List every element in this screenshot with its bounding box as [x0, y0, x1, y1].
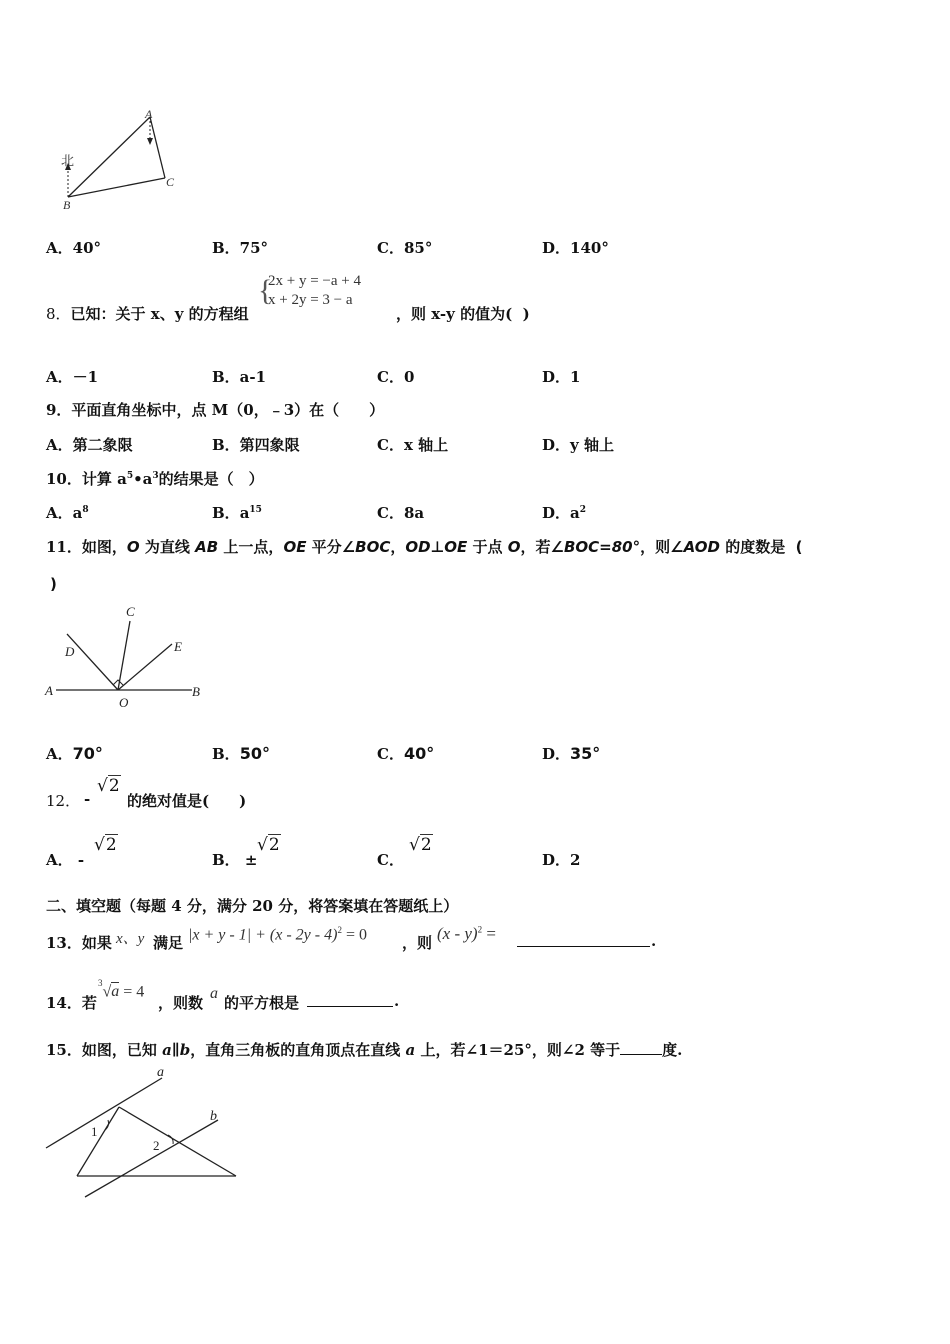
q8-option-c[interactable]: C．0 — [377, 368, 415, 386]
label-angle-2: 2 — [153, 1138, 160, 1153]
q15-stem: 15．如图，已知 a∥b，直角三角板的直角顶点在直线 a 上，若∠1＝25°，则∠2 等于 度. — [46, 1041, 683, 1059]
brace-icon: { — [258, 274, 273, 307]
q7-option-c[interactable]: C．85° — [377, 239, 433, 257]
q15-answer-blank[interactable] — [620, 1040, 662, 1055]
a-arrow-icon — [147, 138, 153, 145]
q13-condition: |x + y - 1| + (x - 2y - 4)$^2$ = 0 — [188, 925, 367, 944]
q13-text2: ，则 — [402, 934, 433, 952]
label-b: b — [210, 1109, 217, 1124]
q8-number: 8． — [46, 305, 71, 323]
q8-stem — [46, 303, 249, 324]
q8-eq1: 2x + y = −a + 4 — [268, 273, 361, 289]
q10-option-a[interactable]: A．$a^8$ — [46, 504, 89, 522]
q10-stem: 10．计算 $a^5•a^3$的结果是（ ） — [46, 470, 264, 488]
label-angle-1: 1 — [91, 1124, 98, 1139]
ray-oc — [118, 621, 130, 690]
q14-var: a — [210, 985, 218, 1002]
q9-option-a[interactable]: A．第二象限 — [46, 436, 133, 454]
label-c: C — [166, 175, 175, 189]
segment-ac — [150, 117, 165, 178]
label-b: B — [63, 198, 71, 212]
q10-option-b[interactable]: B．$a^{15}$ — [212, 504, 262, 522]
q11-figure — [40, 600, 220, 715]
q12-option-c-radical: √2 — [409, 835, 432, 855]
q14-text2: 的平方根是 — [224, 994, 300, 1012]
q12-text: 的绝对值是( ) — [127, 792, 247, 810]
q8-eq2: x + 2y = 3 − a — [268, 292, 353, 308]
label-a: A — [145, 107, 153, 121]
section-2-heading: 二、填空题（每题 4 分，满分 20 分，将答案填在答题纸上） — [46, 897, 459, 915]
q14-answer-blank[interactable] — [307, 992, 393, 1011]
q10-option-c[interactable]: C．8a — [377, 504, 425, 522]
q12-option-b-radical: √2 — [257, 835, 280, 855]
q11-close-paren: ) — [50, 575, 57, 593]
triangle-side-right — [119, 1107, 236, 1176]
label-d: D — [65, 644, 75, 659]
q9-stem: 9．平面直角坐标中，点 M（0，﹣3）在（ ） — [46, 401, 385, 419]
q12-option-b[interactable]: B． ± — [212, 851, 258, 869]
q7-figure — [50, 105, 190, 217]
q14-text: ，则数 — [158, 994, 204, 1012]
q9-option-c[interactable]: C．x 轴上 — [377, 436, 449, 454]
q8-option-b[interactable]: B．a-1 — [212, 368, 267, 386]
segment-ba — [68, 117, 150, 197]
q12-option-d[interactable]: D．2 — [542, 851, 581, 869]
q7-option-a[interactable]: A．40° — [46, 239, 102, 257]
q13-number: 13．如果 — [46, 934, 112, 952]
q12-option-c[interactable]: C． — [377, 851, 404, 869]
q12-option-a-radical: √2 — [94, 835, 117, 855]
ray-oe — [118, 644, 172, 690]
right-angle-mark — [113, 680, 123, 685]
q8-option-a[interactable]: A．－1 — [46, 368, 99, 386]
q9-option-b[interactable]: B．第四象限 — [212, 436, 300, 454]
q11-stem: 11．如图，O 为直线 AB 上一点，OE 平分∠BOC，OD⊥OE 于点 O，若∠BOC=80°，则∠AOD 的度数是 ( — [46, 538, 803, 556]
line-a — [46, 1078, 162, 1148]
ray-od — [67, 634, 118, 690]
q13-end: . — [651, 932, 657, 950]
q14-number: 14．若 — [46, 994, 97, 1012]
q13-answer-blank[interactable] — [517, 932, 650, 951]
label-b: B — [192, 684, 200, 699]
q9-option-d[interactable]: D．y 轴上 — [542, 436, 614, 454]
q13-expression: (x - y)$^2$ = — [437, 924, 496, 943]
label-a: a — [157, 1065, 164, 1080]
q14-end: . — [394, 992, 400, 1010]
q11-option-b[interactable]: B．50° — [212, 744, 270, 763]
q11-option-d[interactable]: D．35° — [542, 744, 601, 763]
q7-option-b[interactable]: B．75° — [212, 239, 269, 257]
q11-option-a[interactable]: A．70° — [46, 744, 103, 763]
q8-text: 已知：关于 x、y 的方程组 — [70, 305, 249, 323]
q8-option-d[interactable]: D．1 — [542, 368, 581, 386]
q13-vars: x、y — [116, 931, 145, 947]
q8-tail: ，则 x-y 的值为( ) — [396, 305, 530, 323]
q13-text: 满足 — [153, 934, 184, 952]
q15-figure — [40, 1062, 250, 1202]
q8-equation-system — [258, 272, 361, 310]
q11-option-c[interactable]: C．40° — [377, 744, 435, 763]
q12-neg: - — [84, 790, 91, 808]
line-b — [85, 1120, 218, 1197]
label-o: O — [119, 695, 129, 710]
segment-bc — [68, 178, 165, 197]
q12-number: 12． — [46, 792, 81, 810]
q10-option-d[interactable]: D．$a^2$ — [542, 504, 587, 522]
q12-option-a[interactable]: A． - — [46, 851, 85, 869]
q7-option-d[interactable]: D．140° — [542, 239, 609, 257]
label-c: C — [126, 604, 135, 619]
q12-radical: √2 — [97, 776, 120, 796]
label-e: E — [174, 639, 182, 654]
north-label: 北 — [61, 153, 75, 168]
label-a: A — [45, 683, 53, 698]
q14-root-expression: $^3$√a = 4 — [98, 978, 145, 1001]
